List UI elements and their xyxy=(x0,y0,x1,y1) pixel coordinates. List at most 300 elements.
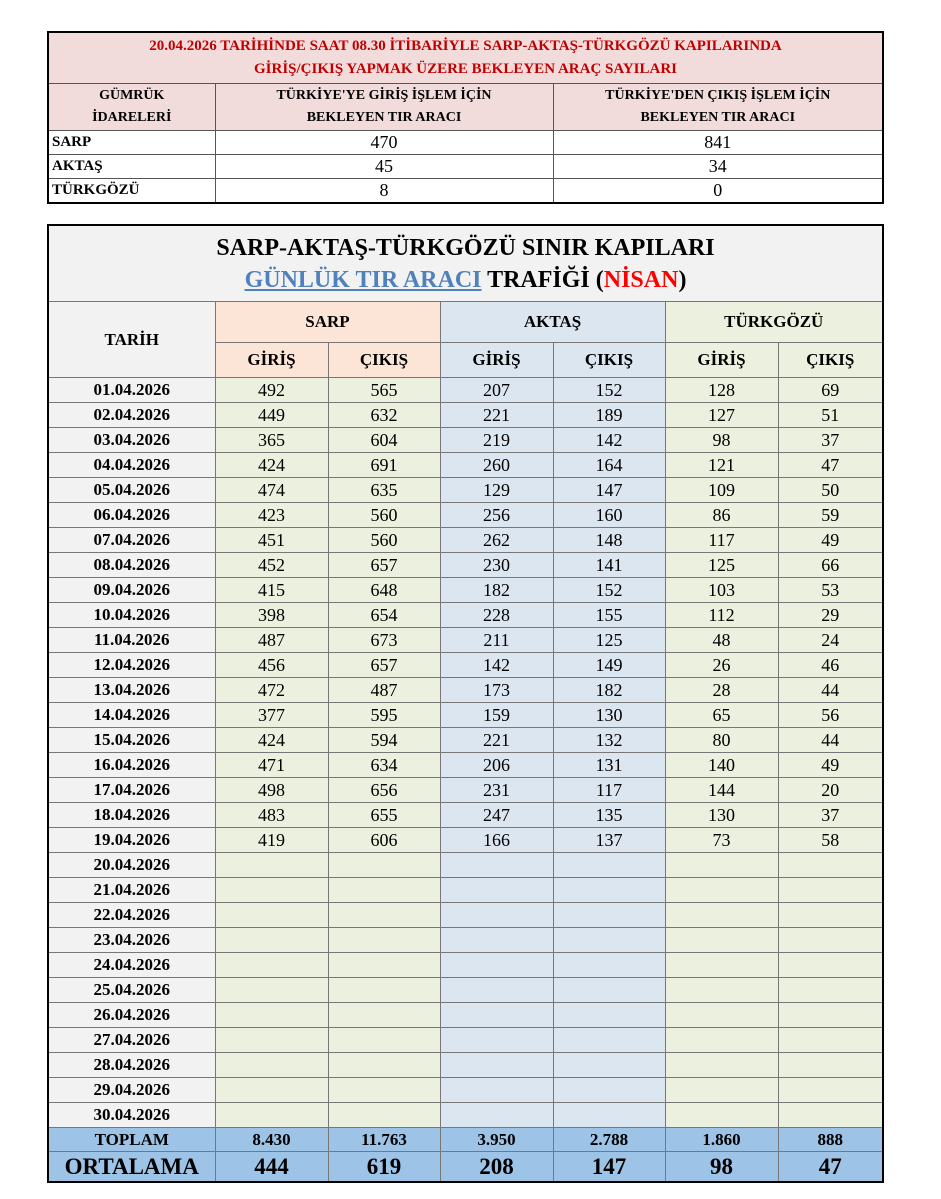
sarp-entry-cell xyxy=(215,978,328,1003)
row-date: 19.04.2026 xyxy=(48,828,215,853)
turkgozu-entry-header: GİRİŞ xyxy=(665,343,778,378)
row-date: 06.04.2026 xyxy=(48,503,215,528)
turkgozu-exit-cell: 20 xyxy=(778,778,883,803)
sarp-entry-cell xyxy=(215,903,328,928)
row-date: 11.04.2026 xyxy=(48,628,215,653)
sarp-entry-cell: 452 xyxy=(215,553,328,578)
aktas-exit-cell: 130 xyxy=(553,703,665,728)
aktas-entry-cell xyxy=(440,1103,553,1128)
row-date: 21.04.2026 xyxy=(48,878,215,903)
daily-traffic-table xyxy=(47,224,884,1183)
total-value: 11.763 xyxy=(328,1128,440,1152)
sarp-entry-cell xyxy=(215,1003,328,1028)
entry-waiting-header-line2: BEKLEYEN TIR ARACI xyxy=(306,110,462,125)
traffic-row xyxy=(48,478,883,503)
turkgozu-entry-cell xyxy=(665,1078,778,1103)
turkgozu-entry-cell xyxy=(665,953,778,978)
sarp-entry-cell: 419 xyxy=(215,828,328,853)
sarp-entry-cell: 483 xyxy=(215,803,328,828)
traffic-row xyxy=(48,803,883,828)
aktas-entry-cell: 159 xyxy=(440,703,553,728)
row-date: 24.04.2026 xyxy=(48,953,215,978)
aktas-exit-cell: 147 xyxy=(553,478,665,503)
turkgozu-entry-cell xyxy=(665,978,778,1003)
turkgozu-entry-cell xyxy=(665,1103,778,1128)
row-date: 27.04.2026 xyxy=(48,1028,215,1053)
turkgozu-exit-cell xyxy=(778,1078,883,1103)
aktas-entry-cell: 206 xyxy=(440,753,553,778)
traffic-row xyxy=(48,928,883,953)
sarp-exit-cell: 648 xyxy=(328,578,440,603)
traffic-row xyxy=(48,953,883,978)
aktas-entry-cell xyxy=(440,903,553,928)
traffic-row xyxy=(48,903,883,928)
sarp-exit-cell xyxy=(328,1003,440,1028)
row-date: 30.04.2026 xyxy=(48,1103,215,1128)
turkgozu-exit-cell: 37 xyxy=(778,428,883,453)
aktas-entry-cell: 231 xyxy=(440,778,553,803)
total-value: 1.860 xyxy=(665,1128,778,1152)
customs-office-name: AKTAŞ xyxy=(48,155,215,179)
aktas-exit-cell: 160 xyxy=(553,503,665,528)
row-date: 12.04.2026 xyxy=(48,653,215,678)
waiting-title-line1: 20.04.2026 TARİHİNDE SAAT 08.30 İTİBARİYLE SARP-AKTAŞ-TÜRKGÖZÜ KAPILARINDA xyxy=(149,38,782,54)
sarp-exit-cell: 656 xyxy=(328,778,440,803)
sarp-entry-cell: 449 xyxy=(215,403,328,428)
exit-waiting-count: 34 xyxy=(553,155,883,179)
turkgozu-entry-cell xyxy=(665,1003,778,1028)
aktas-entry-cell xyxy=(440,853,553,878)
aktas-entry-cell: 219 xyxy=(440,428,553,453)
total-value: 8.430 xyxy=(215,1128,328,1152)
turkgozu-exit-cell: 58 xyxy=(778,828,883,853)
turkgozu-entry-cell: 121 xyxy=(665,453,778,478)
sarp-exit-cell xyxy=(328,1103,440,1128)
aktas-exit-cell: 155 xyxy=(553,603,665,628)
aktas-exit-cell: 152 xyxy=(553,578,665,603)
row-date: 02.04.2026 xyxy=(48,403,215,428)
aktas-entry-cell xyxy=(440,928,553,953)
aktas-exit-cell xyxy=(553,978,665,1003)
sarp-entry-cell: 415 xyxy=(215,578,328,603)
date-header: TARİH xyxy=(48,302,215,378)
sarp-entry-cell xyxy=(215,853,328,878)
aktas-entry-cell: 166 xyxy=(440,828,553,853)
row-date: 26.04.2026 xyxy=(48,1003,215,1028)
aktas-exit-cell xyxy=(553,1028,665,1053)
aktas-exit-cell xyxy=(553,1078,665,1103)
row-date: 01.04.2026 xyxy=(48,378,215,403)
turkgozu-exit-cell: 47 xyxy=(778,453,883,478)
waiting-row xyxy=(48,179,883,204)
customs-office-name: TÜRKGÖZÜ xyxy=(48,179,215,204)
sarp-entry-cell: 424 xyxy=(215,728,328,753)
aktas-entry-cell: 142 xyxy=(440,653,553,678)
average-label: ORTALAMA xyxy=(48,1152,215,1183)
turkgozu-exit-cell: 49 xyxy=(778,753,883,778)
row-date: 05.04.2026 xyxy=(48,478,215,503)
turkgozu-entry-cell: 127 xyxy=(665,403,778,428)
traffic-row xyxy=(48,678,883,703)
traffic-subtitle-link[interactable]: GÜNLÜK TIR ARACI xyxy=(244,266,482,293)
aktas-entry-cell: 230 xyxy=(440,553,553,578)
aktas-exit-cell: 137 xyxy=(553,828,665,853)
aktas-entry-cell: 262 xyxy=(440,528,553,553)
sarp-exit-cell xyxy=(328,853,440,878)
sarp-exit-cell: 634 xyxy=(328,753,440,778)
turkgozu-exit-cell xyxy=(778,878,883,903)
turkgozu-entry-cell: 103 xyxy=(665,578,778,603)
aktas-entry-cell xyxy=(440,1028,553,1053)
waiting-vehicles-table xyxy=(47,31,884,204)
entry-waiting-count: 8 xyxy=(215,179,553,204)
aktas-exit-cell: 117 xyxy=(553,778,665,803)
turkgozu-exit-cell xyxy=(778,1028,883,1053)
exit-waiting-header-line1: TÜRKİYE'DEN ÇIKIŞ İŞLEM İÇİN xyxy=(605,88,831,103)
aktas-exit-cell xyxy=(553,853,665,878)
traffic-row xyxy=(48,703,883,728)
traffic-row xyxy=(48,1003,883,1028)
sarp-exit-cell: 560 xyxy=(328,503,440,528)
average-value: 147 xyxy=(553,1152,665,1183)
aktas-exit-cell: 189 xyxy=(553,403,665,428)
sarp-exit-cell xyxy=(328,1028,440,1053)
turkgozu-exit-cell: 51 xyxy=(778,403,883,428)
exit-waiting-count: 0 xyxy=(553,179,883,204)
sarp-entry-cell: 471 xyxy=(215,753,328,778)
exit-waiting-header-line2: BEKLEYEN TIR ARACI xyxy=(640,110,796,125)
sarp-entry-cell xyxy=(215,928,328,953)
traffic-row xyxy=(48,728,883,753)
turkgozu-exit-cell xyxy=(778,928,883,953)
turkgozu-exit-cell: 49 xyxy=(778,528,883,553)
turkgozu-exit-cell: 24 xyxy=(778,628,883,653)
turkgozu-exit-cell xyxy=(778,1103,883,1128)
turkgozu-entry-cell xyxy=(665,928,778,953)
sarp-exit-cell: 657 xyxy=(328,553,440,578)
turkgozu-entry-cell: 48 xyxy=(665,628,778,653)
turkgozu-entry-cell: 28 xyxy=(665,678,778,703)
turkgozu-entry-cell xyxy=(665,878,778,903)
sarp-entry-cell: 398 xyxy=(215,603,328,628)
aktas-entry-cell xyxy=(440,953,553,978)
sarp-exit-cell: 632 xyxy=(328,403,440,428)
row-date: 15.04.2026 xyxy=(48,728,215,753)
customs-office-header xyxy=(48,84,215,131)
traffic-row xyxy=(48,428,883,453)
turkgozu-entry-cell: 125 xyxy=(665,553,778,578)
row-date: 28.04.2026 xyxy=(48,1053,215,1078)
entry-waiting-count: 45 xyxy=(215,155,553,179)
aktas-entry-cell xyxy=(440,978,553,1003)
sarp-exit-cell: 487 xyxy=(328,678,440,703)
traffic-row xyxy=(48,628,883,653)
sarp-entry-cell: 474 xyxy=(215,478,328,503)
turkgozu-exit-cell: 44 xyxy=(778,678,883,703)
traffic-row xyxy=(48,753,883,778)
total-row xyxy=(48,1128,883,1152)
traffic-row xyxy=(48,778,883,803)
average-value: 98 xyxy=(665,1152,778,1183)
aktas-exit-cell xyxy=(553,953,665,978)
turkgozu-exit-cell: 46 xyxy=(778,653,883,678)
row-date: 03.04.2026 xyxy=(48,428,215,453)
aktas-entry-cell: 173 xyxy=(440,678,553,703)
sarp-entry-cell xyxy=(215,953,328,978)
row-date: 23.04.2026 xyxy=(48,928,215,953)
turkgozu-entry-cell: 80 xyxy=(665,728,778,753)
aktas-exit-cell: 131 xyxy=(553,753,665,778)
total-value: 2.788 xyxy=(553,1128,665,1152)
aktas-entry-cell xyxy=(440,1053,553,1078)
exit-waiting-count: 841 xyxy=(553,131,883,155)
sarp-exit-cell xyxy=(328,953,440,978)
sarp-exit-cell: 606 xyxy=(328,828,440,853)
traffic-row xyxy=(48,878,883,903)
average-value: 444 xyxy=(215,1152,328,1183)
sarp-exit-cell: 691 xyxy=(328,453,440,478)
waiting-rows xyxy=(48,131,883,204)
aktas-exit-cell: 141 xyxy=(553,553,665,578)
aktas-exit-cell xyxy=(553,878,665,903)
turkgozu-entry-cell: 73 xyxy=(665,828,778,853)
turkgozu-entry-cell: 128 xyxy=(665,378,778,403)
traffic-row xyxy=(48,1078,883,1103)
total-value: 3.950 xyxy=(440,1128,553,1152)
traffic-row xyxy=(48,653,883,678)
sarp-entry-cell: 472 xyxy=(215,678,328,703)
aktas-entry-cell: 221 xyxy=(440,728,553,753)
turkgozu-entry-cell xyxy=(665,1053,778,1078)
turkgozu-exit-cell xyxy=(778,1053,883,1078)
traffic-row xyxy=(48,603,883,628)
turkgozu-exit-cell xyxy=(778,953,883,978)
customs-office-header-line1: GÜMRÜK xyxy=(99,88,165,103)
sarp-entry-cell: 487 xyxy=(215,628,328,653)
turkgozu-exit-cell: 37 xyxy=(778,803,883,828)
sarp-exit-cell: 595 xyxy=(328,703,440,728)
traffic-title: SARP-AKTAŞ-TÜRKGÖZÜ SINIR KAPILARI xyxy=(216,234,715,261)
sarp-entry-cell xyxy=(215,1078,328,1103)
aktas-exit-cell: 148 xyxy=(553,528,665,553)
row-date: 07.04.2026 xyxy=(48,528,215,553)
waiting-title xyxy=(48,32,883,84)
waiting-row xyxy=(48,155,883,179)
turkgozu-entry-cell: 117 xyxy=(665,528,778,553)
traffic-row xyxy=(48,503,883,528)
turkgozu-entry-cell: 26 xyxy=(665,653,778,678)
row-date: 04.04.2026 xyxy=(48,453,215,478)
aktas-exit-cell: 142 xyxy=(553,428,665,453)
traffic-subtitle-month: NİSAN xyxy=(603,266,679,293)
customs-office-name: SARP xyxy=(48,131,215,155)
aktas-exit-cell: 152 xyxy=(553,378,665,403)
traffic-subtitle-end: ) xyxy=(678,266,687,293)
waiting-title-line2: GİRİŞ/ÇIKIŞ YAPMAK ÜZERE BEKLEYEN ARAÇ SAYILARI xyxy=(253,61,678,77)
sarp-entry-cell xyxy=(215,1053,328,1078)
sarp-exit-cell: 657 xyxy=(328,653,440,678)
traffic-row xyxy=(48,578,883,603)
row-date: 29.04.2026 xyxy=(48,1078,215,1103)
sarp-exit-cell: 655 xyxy=(328,803,440,828)
aktas-entry-cell: 182 xyxy=(440,578,553,603)
row-date: 14.04.2026 xyxy=(48,703,215,728)
traffic-row xyxy=(48,853,883,878)
sarp-entry-cell xyxy=(215,878,328,903)
turkgozu-exit-cell xyxy=(778,853,883,878)
aktas-entry-cell: 129 xyxy=(440,478,553,503)
aktas-entry-cell xyxy=(440,1078,553,1103)
traffic-title-block xyxy=(48,225,883,302)
sarp-exit-cell xyxy=(328,903,440,928)
aktas-exit-header: ÇIKIŞ xyxy=(553,343,665,378)
turkgozu-exit-cell: 50 xyxy=(778,478,883,503)
turkgozu-exit-cell: 53 xyxy=(778,578,883,603)
aktas-entry-cell: 247 xyxy=(440,803,553,828)
row-date: 16.04.2026 xyxy=(48,753,215,778)
sarp-exit-cell xyxy=(328,978,440,1003)
average-value: 47 xyxy=(778,1152,883,1183)
sarp-entry-cell xyxy=(215,1103,328,1128)
aktas-exit-cell xyxy=(553,928,665,953)
aktas-exit-cell xyxy=(553,1103,665,1128)
traffic-row xyxy=(48,978,883,1003)
turkgozu-exit-header: ÇIKIŞ xyxy=(778,343,883,378)
traffic-row xyxy=(48,1028,883,1053)
aktas-entry-cell: 260 xyxy=(440,453,553,478)
aktas-entry-cell xyxy=(440,1003,553,1028)
turkgozu-exit-cell: 69 xyxy=(778,378,883,403)
turkgozu-entry-cell: 109 xyxy=(665,478,778,503)
sarp-entry-cell: 451 xyxy=(215,528,328,553)
turkgozu-exit-cell: 44 xyxy=(778,728,883,753)
traffic-row xyxy=(48,403,883,428)
sarp-exit-cell: 673 xyxy=(328,628,440,653)
aktas-exit-cell: 125 xyxy=(553,628,665,653)
traffic-subtitle xyxy=(49,264,882,296)
traffic-subtitle-mid: TRAFİĞİ ( xyxy=(481,266,604,293)
row-date: 20.04.2026 xyxy=(48,853,215,878)
turkgozu-entry-cell: 86 xyxy=(665,503,778,528)
aktas-exit-cell: 135 xyxy=(553,803,665,828)
gate-header-sarp: SARP xyxy=(215,302,440,343)
turkgozu-exit-cell: 66 xyxy=(778,553,883,578)
gate-header-turkgozu: TÜRKGÖZÜ xyxy=(665,302,883,343)
row-date: 10.04.2026 xyxy=(48,603,215,628)
turkgozu-entry-cell: 98 xyxy=(665,428,778,453)
average-value: 619 xyxy=(328,1152,440,1183)
turkgozu-entry-cell xyxy=(665,1028,778,1053)
aktas-entry-cell: 228 xyxy=(440,603,553,628)
sarp-exit-cell: 654 xyxy=(328,603,440,628)
sarp-exit-cell xyxy=(328,1078,440,1103)
sarp-entry-cell: 377 xyxy=(215,703,328,728)
row-date: 09.04.2026 xyxy=(48,578,215,603)
turkgozu-exit-cell: 56 xyxy=(778,703,883,728)
total-value: 888 xyxy=(778,1128,883,1152)
sarp-exit-cell xyxy=(328,878,440,903)
sarp-entry-cell: 492 xyxy=(215,378,328,403)
sarp-entry-header: GİRİŞ xyxy=(215,343,328,378)
sarp-exit-cell: 565 xyxy=(328,378,440,403)
row-date: 17.04.2026 xyxy=(48,778,215,803)
aktas-entry-cell: 256 xyxy=(440,503,553,528)
traffic-row xyxy=(48,528,883,553)
sarp-exit-cell: 594 xyxy=(328,728,440,753)
aktas-entry-cell: 211 xyxy=(440,628,553,653)
aktas-exit-cell: 149 xyxy=(553,653,665,678)
turkgozu-entry-cell: 130 xyxy=(665,803,778,828)
sarp-exit-cell xyxy=(328,1053,440,1078)
aktas-entry-header: GİRİŞ xyxy=(440,343,553,378)
row-date: 22.04.2026 xyxy=(48,903,215,928)
aktas-exit-cell xyxy=(553,903,665,928)
gate-header-aktas: AKTAŞ xyxy=(440,302,665,343)
turkgozu-entry-cell: 140 xyxy=(665,753,778,778)
traffic-rows xyxy=(48,378,883,1128)
aktas-entry-cell xyxy=(440,878,553,903)
traffic-row xyxy=(48,453,883,478)
sarp-entry-cell xyxy=(215,1028,328,1053)
sarp-exit-cell: 560 xyxy=(328,528,440,553)
aktas-exit-cell: 182 xyxy=(553,678,665,703)
aktas-exit-cell: 164 xyxy=(553,453,665,478)
sarp-exit-header: ÇIKIŞ xyxy=(328,343,440,378)
entry-waiting-count: 470 xyxy=(215,131,553,155)
average-row xyxy=(48,1152,883,1183)
sarp-entry-cell: 456 xyxy=(215,653,328,678)
turkgozu-exit-cell xyxy=(778,903,883,928)
sarp-entry-cell: 424 xyxy=(215,453,328,478)
sarp-exit-cell: 604 xyxy=(328,428,440,453)
average-value: 208 xyxy=(440,1152,553,1183)
row-date: 25.04.2026 xyxy=(48,978,215,1003)
aktas-exit-cell xyxy=(553,1003,665,1028)
turkgozu-entry-cell: 65 xyxy=(665,703,778,728)
total-label: TOPLAM xyxy=(48,1128,215,1152)
aktas-exit-cell xyxy=(553,1053,665,1078)
turkgozu-entry-cell: 112 xyxy=(665,603,778,628)
row-date: 13.04.2026 xyxy=(48,678,215,703)
sarp-entry-cell: 423 xyxy=(215,503,328,528)
turkgozu-exit-cell: 59 xyxy=(778,503,883,528)
sarp-entry-cell: 365 xyxy=(215,428,328,453)
turkgozu-entry-cell xyxy=(665,853,778,878)
traffic-row xyxy=(48,1103,883,1128)
entry-waiting-header xyxy=(215,84,553,131)
exit-waiting-header xyxy=(553,84,883,131)
sarp-entry-cell: 498 xyxy=(215,778,328,803)
turkgozu-entry-cell xyxy=(665,903,778,928)
aktas-exit-cell: 132 xyxy=(553,728,665,753)
turkgozu-exit-cell: 29 xyxy=(778,603,883,628)
traffic-row xyxy=(48,828,883,853)
turkgozu-exit-cell xyxy=(778,978,883,1003)
row-date: 08.04.2026 xyxy=(48,553,215,578)
turkgozu-exit-cell xyxy=(778,1003,883,1028)
aktas-entry-cell: 221 xyxy=(440,403,553,428)
traffic-row xyxy=(48,378,883,403)
sarp-exit-cell: 635 xyxy=(328,478,440,503)
entry-waiting-header-line1: TÜRKİYE'YE GİRİŞ İŞLEM İÇİN xyxy=(276,88,492,103)
waiting-row xyxy=(48,131,883,155)
traffic-row xyxy=(48,1053,883,1078)
row-date: 18.04.2026 xyxy=(48,803,215,828)
turkgozu-entry-cell: 144 xyxy=(665,778,778,803)
aktas-entry-cell: 207 xyxy=(440,378,553,403)
traffic-row xyxy=(48,553,883,578)
customs-office-header-line2: İDARELERİ xyxy=(92,110,172,125)
